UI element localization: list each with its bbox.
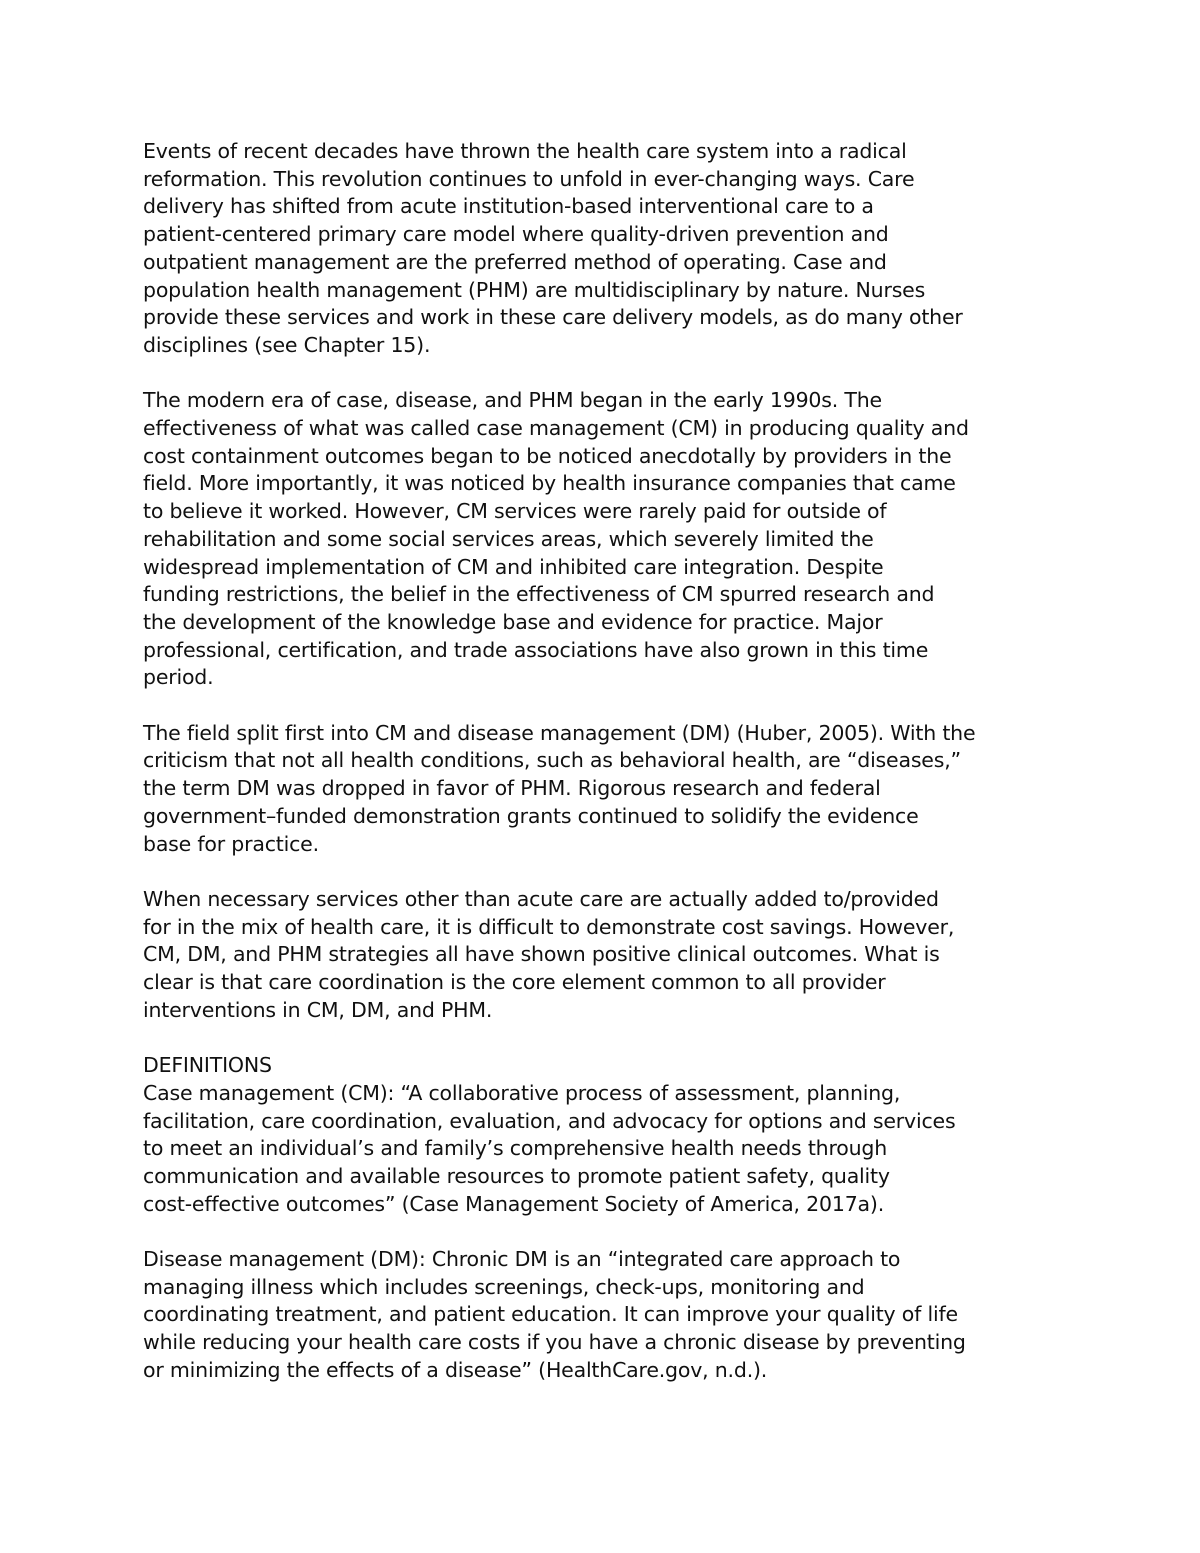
definition-disease-management: Disease management (DM): Chronic DM is an “integrated care approach to managing illness which includes screenings, check-ups, monitoring and coordinating treatment, and patient education. It can improve your quality of life while reducing your health care costs if you have a chronic disease by preventing or minimizing the effects of a disease” (HealthCare.gov, n.d.). [143, 1247, 966, 1382]
paragraph-cost-savings: When necessary services other than acute care are actually added to/provided for in the mix of health care, it is difficult to demonstrate cost savings. However, CM, DM, and PHM strategies all have shown positive clinical outcomes. What is clear is that care coordination is the core element common to all provider interventions in CM, DM, and PHM. [143, 886, 955, 1022]
paragraph-field-split: The field split first into CM and disease management (DM) (Huber, 2005). With the criticism that not all health conditions, such as behavioral health, are “diseases,” the term DM was dropped in favor of PHM. Rigorous research and federal government–funded demonstration grants continued to solidify the evidence base for practice. [143, 720, 976, 856]
definition-case-management: Case management (CM): “A collaborative process of assessment, planning, facilitation, care coordination, evaluation, and advocacy for options and services to meet an individual’s and family’s comprehensive health needs through communication and available resources to promote patient safety, quality cost-effective outcomes” (Case Management Society of America, 2017a). [143, 1080, 956, 1216]
paragraph-modern-era: The modern era of case, disease, and PHM began in the early 1990s. The effectiveness of what was called case management (CM) in producing quality and cost containment outcomes began to be noticed anecdotally by providers in the field. More importantly, it was noticed by health insurance companies that came to believe it worked. However, CM services were rarely paid for outside of rehabilitation and some social services areas, which severely limited the widespread implementation of CM and inhibited care integration. Despite funding restrictions, the belief in the effectiveness of CM spurred research and the development of the knowledge base and evidence for practice. Major professional, certification, and trade associations have also grown in this time period. [143, 388, 969, 690]
definitions-heading: DEFINITIONS [143, 1053, 272, 1078]
document-body [143, 138, 1063, 1412]
paragraph-intro: Events of recent decades have thrown the health care system into a radical reformation. This revolution continues to unfold in ever-changing ways. Care delivery has shifted from acute institution-based interventional care to a patient-centered primary care model where quality-driven prevention and outpatient management are the preferred method of operating. Case and population health management (PHM) are multidisciplinary by nature. Nurses provide these services and work in these care delivery models, as do many other disciplines (see Chapter 15). [143, 139, 963, 357]
